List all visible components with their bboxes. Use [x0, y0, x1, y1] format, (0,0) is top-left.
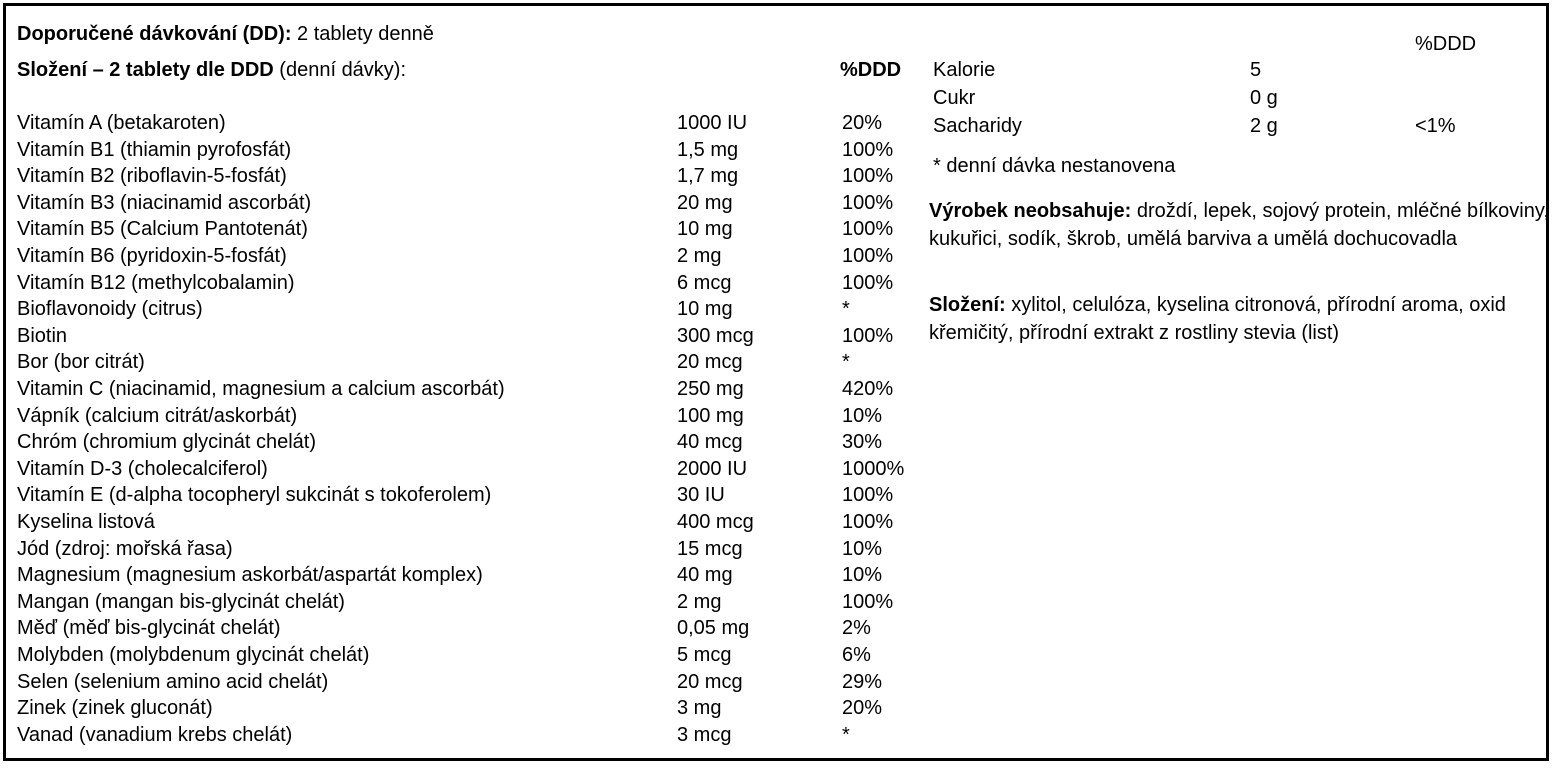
ingredient-name: Vápník (calcium citrát/askorbát)	[17, 404, 298, 427]
nutrition-name: Kalorie	[933, 59, 996, 81]
ingredient-amount: 100 mg	[677, 404, 744, 427]
ingredient-name: Magnesium (magnesium askorbát/aspartát komplex)	[17, 564, 483, 587]
ingredient-name: Vitamín B12 (methylcobalamin)	[17, 271, 295, 294]
ingredient-amount: 6 mcg	[677, 271, 732, 294]
ingredient-ddd: 100%	[842, 324, 894, 347]
ingredient-amount: 2000 IU	[677, 457, 748, 480]
ingredient-ddd: 6%	[842, 644, 871, 666]
dosage-line	[17, 22, 434, 46]
ingredient-name: Vanad (vanadium krebs chelát)	[17, 723, 293, 746]
ingredient-amount: 20 mcg	[677, 351, 743, 374]
ingredient-ddd: 100%	[842, 245, 894, 267]
ingredient-ddd: 10%	[842, 404, 883, 427]
other-ingredients-label: Složení:	[929, 294, 1006, 316]
ingredient-ddd: 1000%	[842, 457, 905, 480]
composition-header	[17, 58, 406, 82]
ingredient-amount: 20 mcg	[677, 670, 743, 693]
ingredient-name: Vitamín B5 (Calcium Pantotenát)	[17, 218, 308, 241]
ingredient-name: Molybden (molybdenum glycinát chelát)	[17, 644, 370, 666]
ingredient-ddd: 100%	[842, 138, 894, 161]
ingredient-name: Vitamín D-3 (cholecalciferol)	[17, 457, 268, 480]
ingredient-amount: 3 mcg	[677, 723, 732, 746]
ingredient-ddd: 20%	[842, 697, 883, 720]
ingredient-amount: 40 mcg	[677, 431, 743, 454]
ingredient-ddd: 20%	[842, 112, 883, 134]
composition-label: Složení – 2 tablety dle DDD	[17, 59, 274, 81]
ingredient-ddd: 100%	[842, 191, 894, 214]
ingredient-name: Vitamin C (niacinamid, magnesium a calcium ascorbát)	[17, 378, 505, 400]
ingredient-name: Vitamín B3 (niacinamid ascorbát)	[17, 191, 312, 214]
ingredient-amount: 10 mg	[677, 298, 733, 321]
ingredient-name: Vitamín B2 (riboflavin-5-fosfát)	[17, 165, 287, 188]
ingredient-name: Měď (měď bis-glycinát chelát)	[17, 617, 281, 640]
ingredient-ddd: 29%	[842, 670, 883, 693]
ingredient-amount: 1,7 mg	[677, 165, 739, 188]
nutrition-ddd-header: %DDD	[1415, 33, 1477, 55]
ingredient-name: Bor (bor citrát)	[17, 351, 145, 374]
nutrition-ddd: <1%	[1415, 115, 1456, 137]
ingredient-amount: 400 mcg	[677, 511, 754, 533]
ingredient-ddd: 100%	[842, 165, 894, 188]
ingredient-name: Selen (selenium amino acid chelát)	[17, 670, 329, 693]
ingredient-name: Chróm (chromium glycinát chelát)	[17, 431, 316, 454]
other-ingredients-text: xylitol, celulóza, kyselina citronová, přírodní aroma, oxid křemičitý, přírodní extrakt z rostliny stevia (list)	[929, 294, 1506, 344]
ingredient-amount: 20 mg	[677, 191, 733, 214]
nutrition-name: Cukr	[933, 87, 976, 109]
composition-text: (denní dávky):	[279, 59, 407, 81]
ingredient-ddd: 100%	[842, 511, 894, 533]
ingredient-amount: 10 mg	[677, 218, 733, 241]
ingredient-ddd: 100%	[842, 484, 894, 507]
ingredient-ddd: *	[842, 298, 850, 321]
dosage-text: 2 tablety denně	[297, 23, 434, 45]
ingredient-amount: 0,05 mg	[677, 617, 750, 640]
ingredient-amount: 40 mg	[677, 564, 733, 587]
ingredient-ddd: 30%	[842, 431, 883, 454]
ingredient-ddd: 2%	[842, 617, 871, 640]
ingredient-ddd: 420%	[842, 378, 894, 400]
ingredient-ddd: 100%	[842, 271, 894, 294]
other-ingredients-section	[929, 292, 1549, 347]
ingredient-name: Vitamín B1 (thiamin pyrofosfát)	[17, 138, 292, 161]
not-contains-label: Výrobek neobsahuje:	[929, 200, 1132, 222]
ingredient-name: Zinek (zinek gluconát)	[17, 697, 213, 720]
nutrition-value: 2 g	[1250, 115, 1278, 137]
ingredient-name: Vitamín A (betakaroten)	[17, 112, 226, 134]
ingredient-ddd: 10%	[842, 537, 883, 560]
ingredient-ddd: 100%	[842, 590, 894, 613]
ingredient-name: Jód (zdroj: mořská řasa)	[17, 537, 233, 560]
ingredient-ddd: *	[842, 723, 850, 746]
nutrition-value: 0 g	[1250, 87, 1278, 109]
ingredient-amount: 1,5 mg	[677, 138, 739, 161]
nutrition-value: 5	[1250, 59, 1262, 81]
ingredient-amount: 250 mg	[677, 378, 744, 400]
dosage-label: Doporučené dávkování (DD):	[17, 23, 292, 45]
ingredient-name: Biotin	[17, 324, 68, 347]
ingredient-amount: 5 mcg	[677, 644, 732, 666]
ingredient-name: Vitamín E (d-alpha tocopheryl sukcinát s tokoferolem)	[17, 484, 492, 507]
ingredient-amount: 2 mg	[677, 245, 722, 267]
ingredient-ddd: 10%	[842, 564, 883, 587]
ingredients-ddd-header: %DDD	[840, 59, 902, 81]
ingredient-name: Vitamín B6 (pyridoxin-5-fosfát)	[17, 245, 287, 267]
ingredient-name: Bioflavonoidy (citrus)	[17, 298, 203, 321]
not-contains-section	[929, 198, 1549, 253]
ingredient-amount: 1000 IU	[677, 112, 748, 134]
not-contains-text: droždí, lepek, sojový protein, mléčné bílkoviny, kukuřici, sodík, škrob, umělá barviva a umělá dochucovadla	[929, 200, 1549, 250]
ingredient-amount: 300 mcg	[677, 324, 754, 347]
footnote: * denní dávka nestanovena	[933, 155, 1176, 177]
ingredient-amount: 2 mg	[677, 590, 722, 613]
ingredient-amount: 15 mcg	[677, 537, 743, 560]
ingredient-name: Kyselina listová	[17, 511, 155, 533]
nutrition-name: Sacharidy	[933, 115, 1022, 137]
ingredient-name: Mangan (mangan bis-glycinát chelát)	[17, 590, 345, 613]
ingredient-ddd: *	[842, 351, 850, 374]
ingredient-amount: 3 mg	[677, 697, 722, 720]
ingredient-amount: 30 IU	[677, 484, 725, 507]
ingredient-ddd: 100%	[842, 218, 894, 241]
